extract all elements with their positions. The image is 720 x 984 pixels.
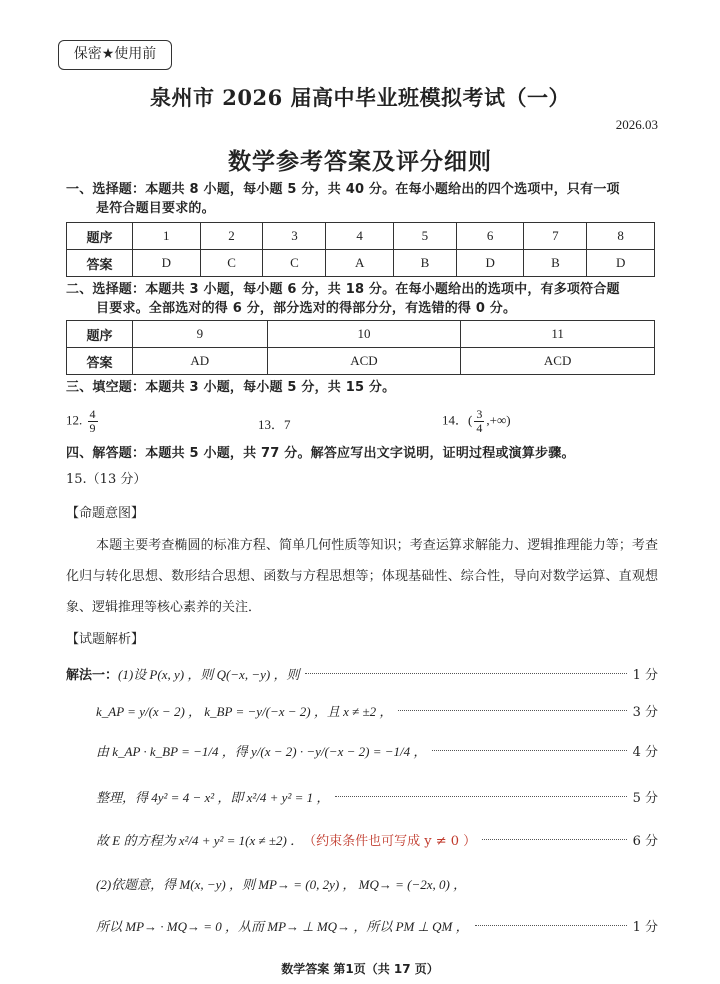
exam-date: 2026.03	[615, 117, 658, 132]
solution-method-label: 解法一：	[66, 667, 119, 683]
question-cell: 2	[200, 223, 263, 250]
answer-14-open: (	[468, 412, 473, 428]
question-cell: 10	[267, 321, 461, 348]
section-2-heading	[66, 280, 666, 318]
question-cell: 9	[133, 321, 268, 348]
question-cell: 4	[326, 223, 394, 250]
leader-dots	[305, 673, 626, 674]
step-text: k_AP = y/(x − 2) ， k_BP = −y/(−x − 2) ，且 x ≠ ±2 ，	[96, 703, 393, 719]
table-header-cell: 题序	[67, 223, 133, 250]
solution-step-4	[96, 779, 658, 813]
document-subtitle: 数学参考答案及评分细则	[228, 148, 492, 175]
answer-table-2	[66, 320, 655, 375]
page-footer: 数学答案 第1页（共 17 页）	[281, 962, 439, 976]
section-1-heading	[66, 180, 666, 218]
answer-14	[442, 408, 511, 435]
step-score: 3 分	[632, 704, 658, 720]
solution-step-6	[96, 866, 658, 900]
step-score: 6 分	[632, 833, 658, 849]
answer-13: 13．7	[258, 417, 291, 432]
step-score: 4 分	[632, 744, 658, 760]
leader-dots	[475, 925, 627, 926]
question-15-label: 15.（13 分）	[66, 472, 147, 487]
question-cell: 6	[456, 223, 524, 250]
fraction-denominator: 9	[89, 421, 96, 435]
question-cell: 8	[587, 223, 655, 250]
section-1-line-1: 一、选择题：本题共 8 小题，每小题 5 分，共 40 分。在每小题给出的四个选项中，只有一项	[66, 182, 620, 197]
table-header-cell: 答案	[67, 348, 133, 375]
solution-step-7	[96, 908, 658, 942]
answer-cell: AD	[133, 348, 268, 375]
table-row	[67, 250, 655, 277]
analysis-heading: 【试题解析】	[66, 632, 145, 647]
step-text: (2)依题意，得 M(x, −y) ，则 MP→ = (0, 2y) ， MQ→ = (−2x, 0) ，	[96, 876, 467, 892]
leader-dots	[482, 839, 626, 840]
solution-step-1	[66, 656, 658, 690]
step-score: 5 分	[632, 790, 658, 806]
answer-cell: A	[326, 250, 394, 277]
question-cell: 5	[393, 223, 456, 250]
question-cell: 11	[461, 321, 655, 348]
table-header-cell: 答案	[67, 250, 133, 277]
section-2-line-1: 二、选择题：本题共 3 小题，每小题 6 分，共 18 分。在每小题给出的选项中，有多项符合题	[66, 282, 620, 297]
step-score: 1 分	[632, 919, 658, 935]
answer-14-rest: ,+∞)	[486, 412, 511, 428]
leader-dots	[432, 750, 626, 751]
answer-14-fraction	[474, 408, 484, 435]
answer-cell: B	[393, 250, 456, 277]
answer-12-fraction	[88, 408, 98, 435]
step-text: 由 k_AP · k_BP = −1/4 ，得 y/(x − 2) · −y/(−x − 2) = −1/4 ，	[96, 743, 427, 759]
fraction-numerator: 4	[89, 407, 96, 421]
step-text: 所以 MP→ · MQ→ = 0 ，从而 MP→ ⊥ MQ→ ，所以 PM ⊥ QM ，	[96, 918, 469, 934]
section-3-heading: 三、填空题：本题共 3 小题，每小题 5 分，共 15 分。	[66, 380, 396, 395]
question-cell: 1	[133, 223, 201, 250]
answer-12-label: 12.	[66, 412, 83, 428]
question-cell: 7	[524, 223, 587, 250]
fraction-numerator: 3	[476, 407, 483, 421]
leader-dots	[398, 710, 626, 711]
answer-cell: C	[263, 250, 326, 277]
step-text: (1)设 P(x, y) ，则 Q(−x, −y) ，则	[118, 666, 300, 682]
question-cell: 3	[263, 223, 326, 250]
table-row	[67, 223, 655, 250]
answer-table-1	[66, 222, 655, 277]
exam-title: 泉州市 2026 届高中毕业班模拟考试（一）	[149, 85, 571, 110]
solution-step-5	[96, 822, 658, 856]
step-text: 故 E 的方程为 x²/4 + y² = 1(x ≠ ±2) ．	[96, 832, 304, 848]
confidential-badge: 保密★使用前	[58, 40, 172, 70]
solution-step-3	[96, 733, 658, 767]
leader-dots	[335, 796, 626, 797]
answer-12	[66, 408, 100, 435]
answer-cell: C	[200, 250, 263, 277]
table-row	[67, 348, 655, 375]
table-row	[67, 321, 655, 348]
fraction-denominator: 4	[476, 421, 483, 435]
step-text: 整理，得 4y² = 4 − x² ，即 x²/4 + y² = 1 ，	[96, 789, 330, 805]
answer-cell: B	[524, 250, 587, 277]
step-score: 1 分	[632, 667, 658, 683]
solution-step-2	[96, 693, 658, 727]
red-note: （约束条件也可写成 y ≠ 0 ）	[303, 833, 477, 849]
answer-cell: D	[133, 250, 201, 277]
answer-14-label: 14．	[442, 412, 469, 428]
answer-cell: ACD	[267, 348, 461, 375]
table-header-cell: 题序	[67, 321, 133, 348]
section-4-heading: 四、解答题：本题共 5 小题，共 77 分。解答应写出文字说明，证明过程或演算步骤。	[66, 446, 575, 461]
answer-cell: D	[587, 250, 655, 277]
section-2-line-2: 目要求。全部选对的得 6 分，部分选对的得部分分，有选错的得 0 分。	[96, 301, 517, 316]
intent-heading: 【命题意图】	[66, 506, 145, 521]
intent-text: 本题主要考查椭圆的标准方程、简单几何性质等知识；考查运算求解能力、逻辑推理能力等；考查化归与转化思想、数形结合思想、函数与方程思想等；体现基础性、综合性，导向对数学运算、直观想象、逻辑推理等核心素养的关注．	[66, 538, 658, 615]
answer-cell: ACD	[461, 348, 655, 375]
section-1-line-2: 是符合题目要求的。	[96, 201, 215, 216]
answer-cell: D	[456, 250, 524, 277]
